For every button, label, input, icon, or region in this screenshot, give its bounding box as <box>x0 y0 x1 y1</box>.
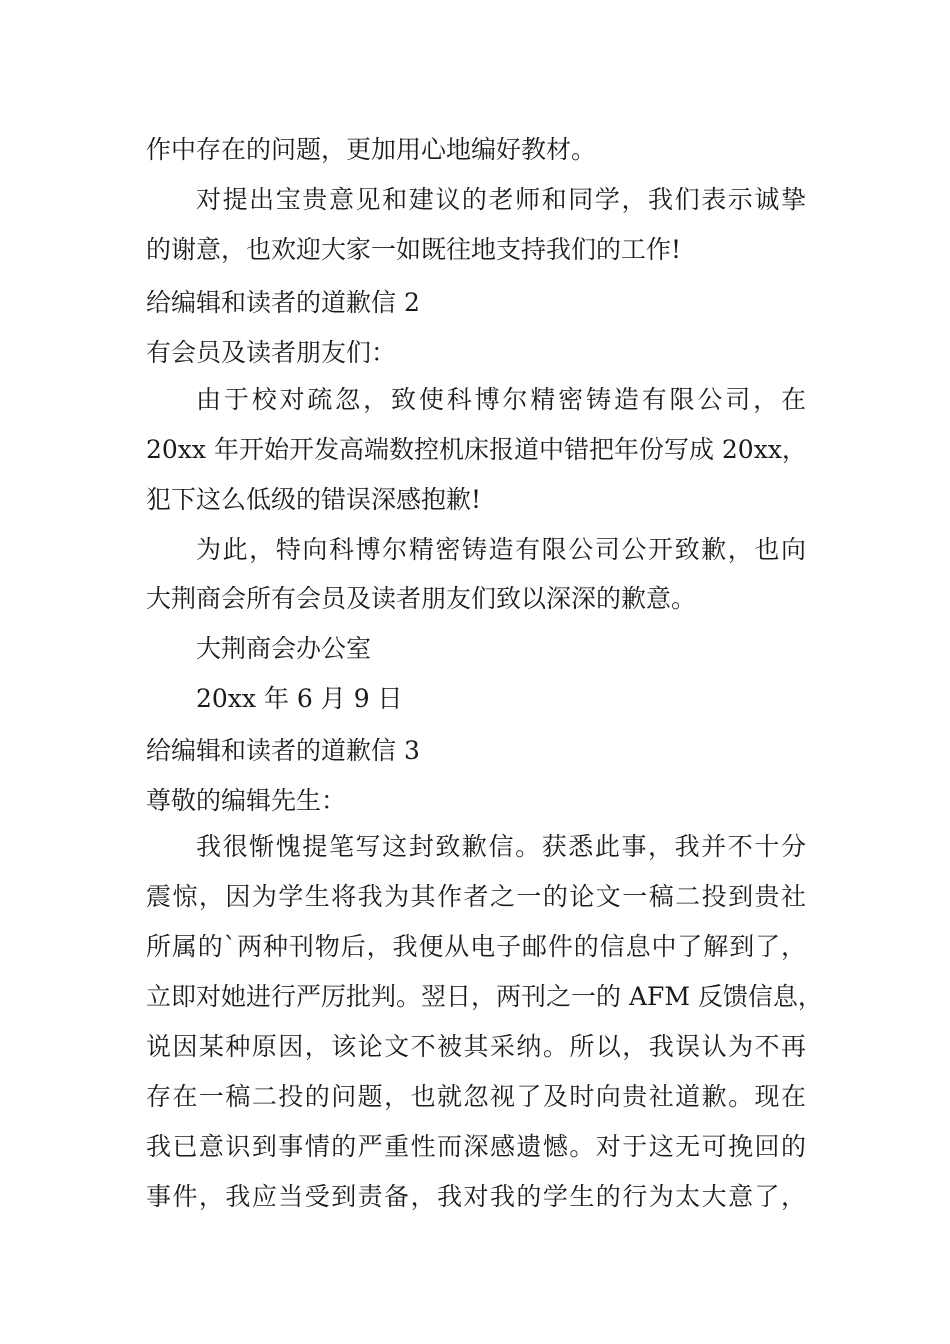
body-text-line: 大荆商会所有会员及读者朋友们致以深深的歉意。 <box>146 584 697 613</box>
body-text-line: 为此，特向科博尔精密铸造有限公司公开致歉，也向 <box>196 535 806 564</box>
body-text-line: 立即对她进行严厉批判。翌日，两刊之一的 AFM 反馈信息， <box>146 982 823 1011</box>
signature-date: 20xx 年 6 月 9 日 <box>196 684 403 713</box>
body-text-line: 我很惭愧提笔写这封致歉信。获悉此事，我并不十分 <box>196 832 806 861</box>
body-text-line: 的谢意，也欢迎大家一如既往地支持我们的工作! <box>146 235 682 264</box>
body-text-line: 存在一稿二投的问题，也就忽视了及时向贵社道歉。现在 <box>146 1082 806 1111</box>
body-text-line: 震惊，因为学生将我为其作者之一的论文一稿二投到贵社 <box>146 882 806 911</box>
body-text-line: 作中存在的问题，更加用心地编好教材。 <box>146 135 597 164</box>
body-text-line: 20xx 年开始开发高端数控机床报道中错把年份写成 20xx， <box>146 435 807 464</box>
body-text-line: 我已意识到事情的严重性而深感遗憾。对于这无可挽回的 <box>146 1132 806 1161</box>
salutation: 尊敬的编辑先生： <box>146 786 347 815</box>
body-text-line: 说因某种原因，该论文不被其采纳。所以，我误认为不再 <box>146 1032 806 1061</box>
body-text-line: 所属的`两种刊物后，我便从电子邮件的信息中了解到了， <box>146 932 806 961</box>
body-text-line: 事件，我应当受到责备，我对我的学生的行为太大意了， <box>146 1182 806 1211</box>
body-text-line: 犯下这么低级的错误深感抱歉! <box>146 485 482 514</box>
signature-organization: 大荆商会办公室 <box>196 634 372 663</box>
section-heading: 给编辑和读者的道歉信 3 <box>146 736 420 765</box>
body-text-line: 对提出宝贵意见和建议的老师和同学，我们表示诚挚 <box>196 185 806 214</box>
body-text-line: 由于校对疏忽，致使科博尔精密铸造有限公司，在 <box>196 385 806 414</box>
section-heading: 给编辑和读者的道歉信 2 <box>146 288 420 317</box>
salutation: 有会员及读者朋友们： <box>146 338 397 367</box>
